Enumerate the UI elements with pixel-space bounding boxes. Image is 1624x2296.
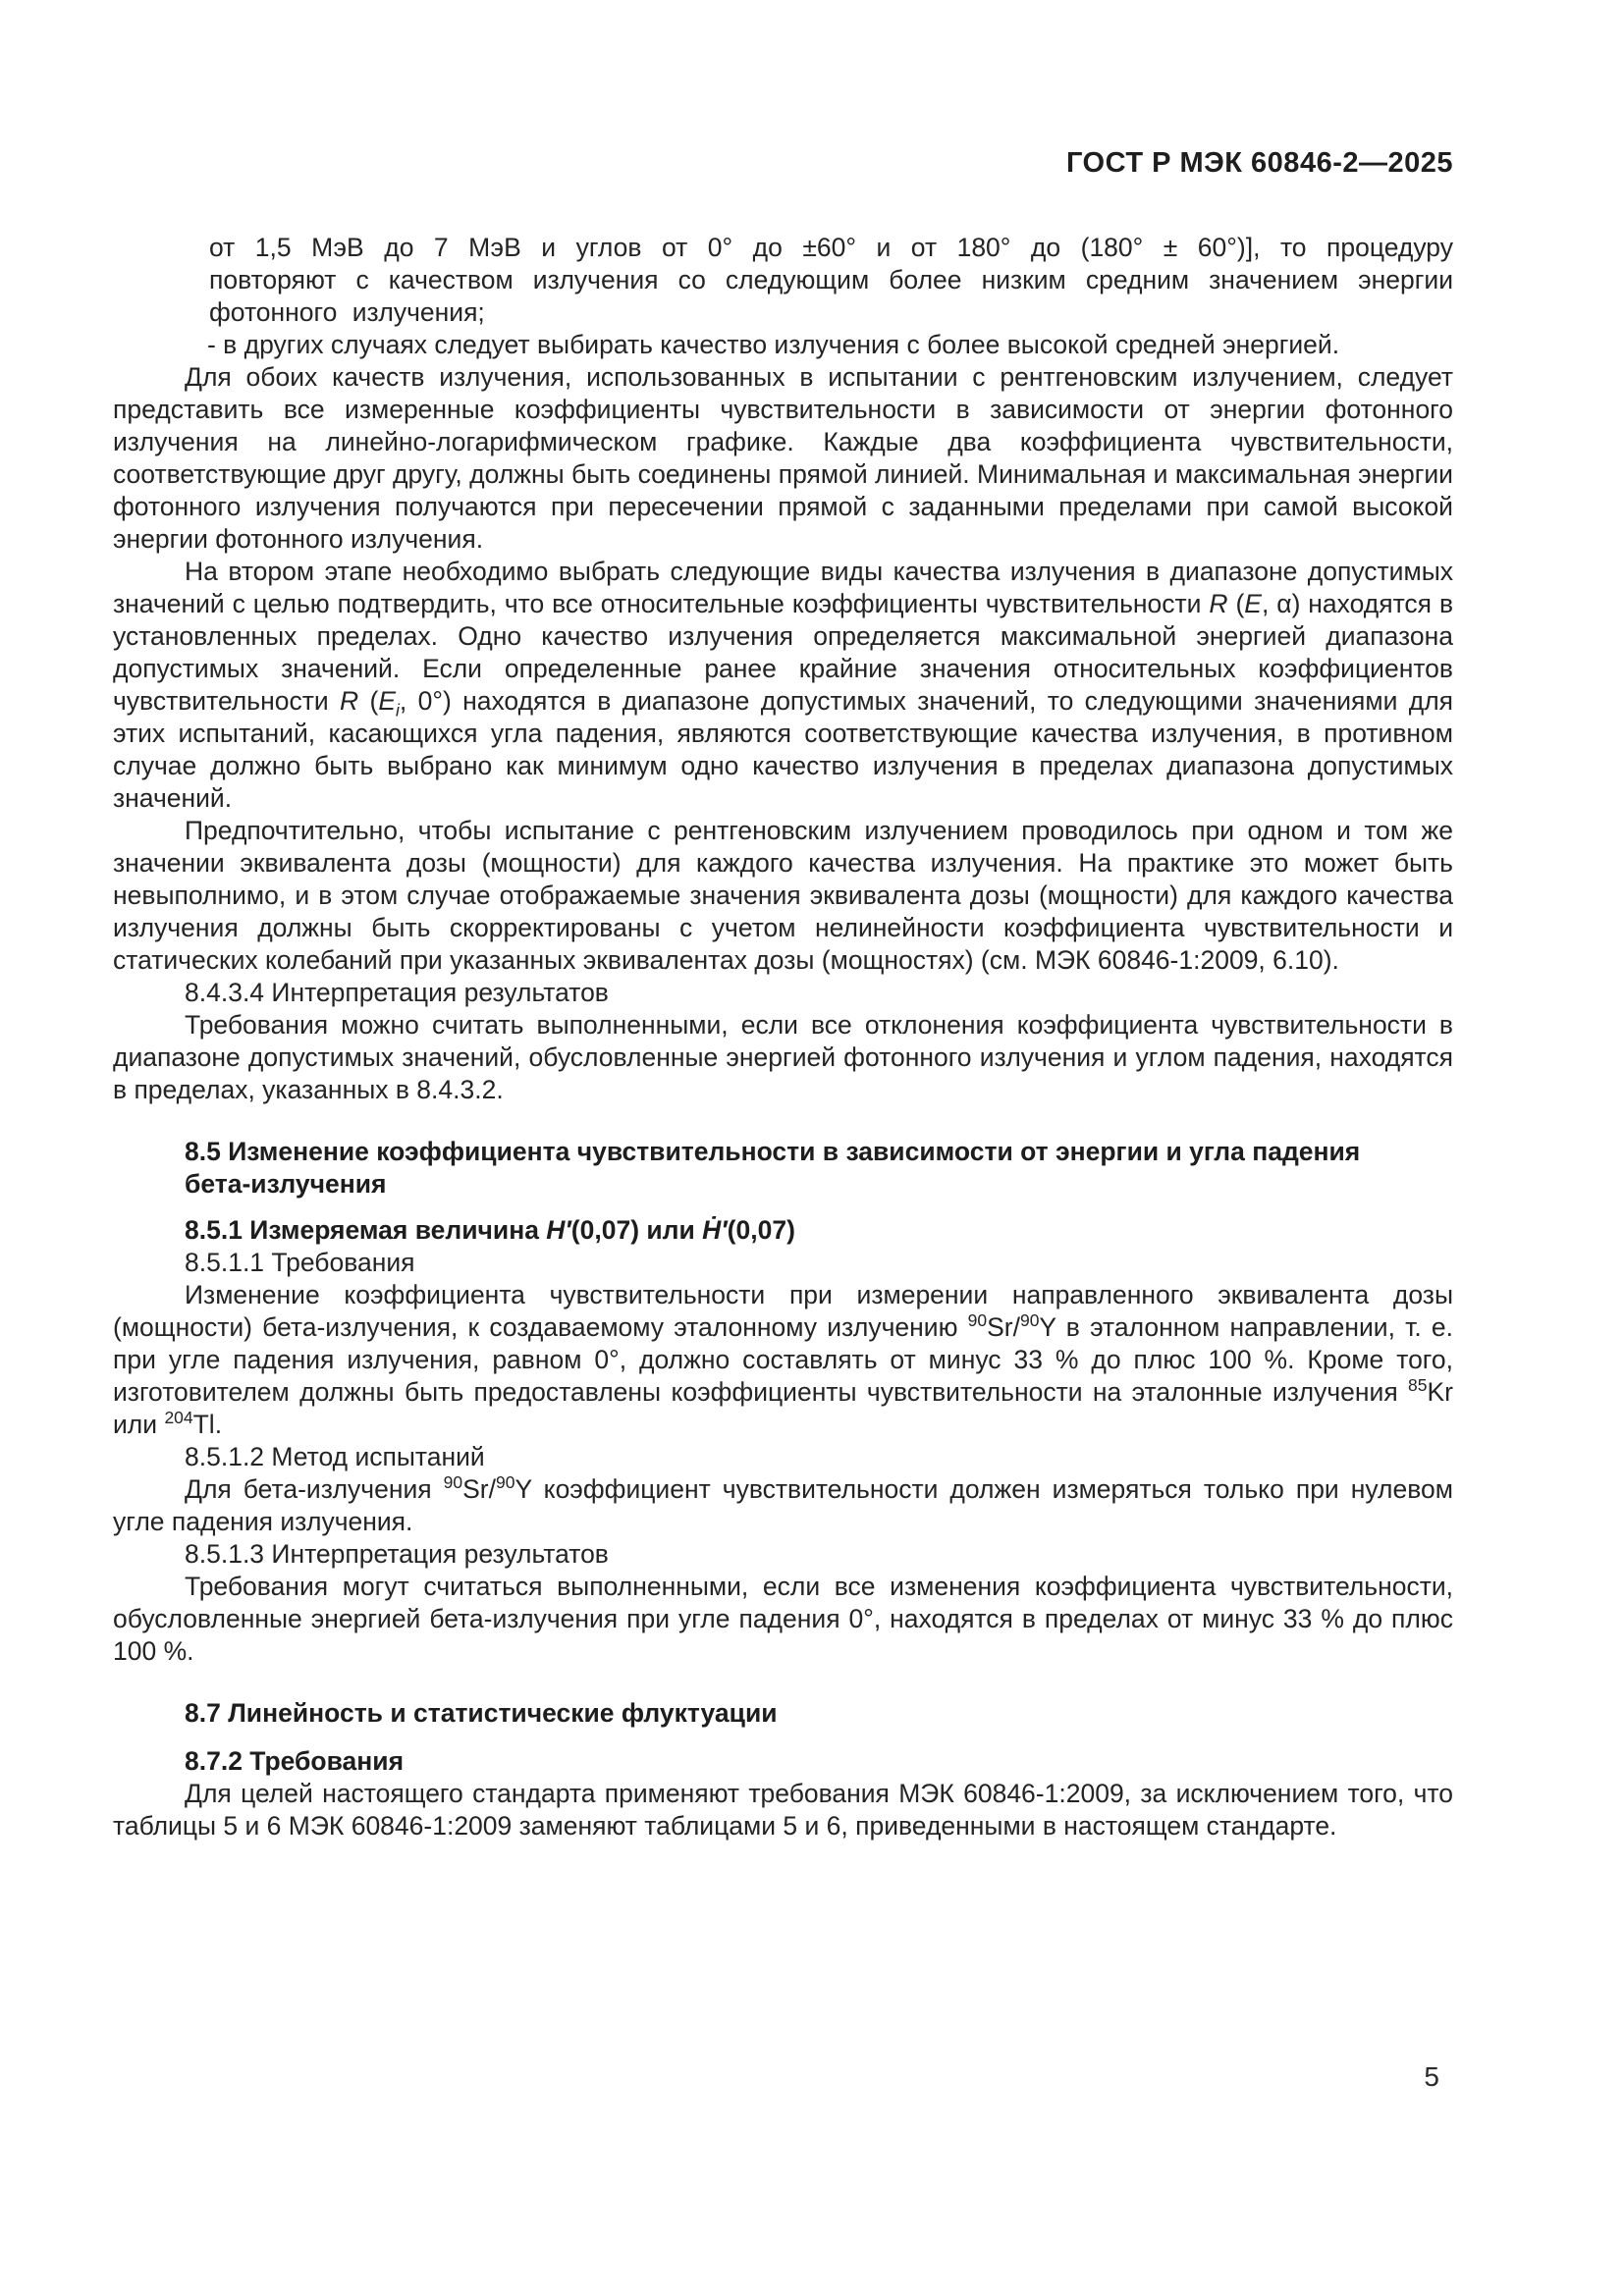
paragraph: 8.5.1.2 Метод испытаний: [185, 1442, 485, 1471]
section-heading: 8.5.1 Измеряемая величина H′(0,07) или Ḣ′(0,07): [185, 1215, 795, 1245]
paragraph: Требования могут считаться выполненными, если все изменения коэффициента чувствительности, обусловленные энергией бета-излучения при угле падения 0°, находятся в пределах от минус 33 % до плюс 100 %.: [113, 1572, 1453, 1666]
section-heading: 8.7 Линейность и статистические флуктуации: [185, 1698, 778, 1728]
paragraph: 8.5.1.1 Требования: [185, 1248, 415, 1277]
paragraph: Для целей настоящего стандарта применяют требования МЭК 60846-1:2009, за исключением того, что таблицы 5 и 6 МЭК 60846-1:2009 заменяют таблицами 5 и 6, приведенными в настоящем стандарте.: [113, 1779, 1453, 1841]
paragraph: Требования можно считать выполненными, если все отклонения коэффициента чувствительности в диапазоне допустимых значений, обусловленные энергией фотонного излучения и углом падения, находятся в пределах, указанных в 8.4.3.2.: [113, 1010, 1453, 1104]
page-number: 5: [1424, 2061, 1439, 2092]
paragraph: 8.4.3.4 Интерпретация результатов: [185, 978, 609, 1007]
paragraph: На втором этапе необходимо выбрать следующие виды качества излучения в диапазоне допустимых значений с целью подтвердить, что все относительные коэффициенты чувствительности R (E, α) находятся в установленных пределах. Одно качество излучения определяется максимальной энергией диапазона допустимых значений. Если определенные ранее крайние значения относительных коэффициентов чувствительности R ($E_i$, 0°) находятся в диапазоне допустимых значений, то следующими значениями для этих испытаний, касающихся угла падения, являются соответствующие качества излучения, в противном случае должно быть выбрано как минимум одно качество излучения в пределах диапазона допустимых значений.: [113, 557, 1454, 813]
paragraph: - в других случаях следует выбирать качество излучения с более высокой средней энергией.: [207, 330, 1340, 359]
paragraph: Для бета-излучения $^{90}$Sr/$^{90}$Y коэффициент чувствительности должен измеряться только при нулевом угле падения излучения.: [113, 1472, 1453, 1536]
paragraph: от 1,5 МэВ до 7 МэВ и углов от 0° до ±60° и от 180° до (180° ± 60°)], то процедуру повторяют с качеством излучения со следующим более низким средним значением энергии фотонного излучения;: [209, 233, 1453, 327]
section-heading: 8.7.2 Требования: [185, 1746, 405, 1776]
paragraph: Предпочтительно, чтобы испытание с рентгеновским излучением проводилось при одном и том же значении эквивалента дозы (мощности) для каждого качества излучения. На практике это может быть невыполнимо, и в этом случае отображаемые значения эквивалента дозы (мощности) для каждого качества излучения должны быть скорректированы с учетом нелинейности коэффициента чувствительности и статических колебаний при указанных эквивалентах дозы (мощностях) (см. МЭК 60846-1:2009, 6.10).: [113, 816, 1453, 975]
section-heading: 8.5 Изменение коэффициента чувствительности в зависимости от энергии и угла падения бета-излучения: [185, 1137, 1361, 1199]
paragraph: Изменение коэффициента чувствительности при измерении направленного эквивалента дозы (мощности) бета-излучения, к создаваемому эталонному излучению $^{90}$Sr/$^{90}$Y в эталонном направлении, т. е. при угле падения излучения, равном 0°, должно составлять от минус 33 % до плюс 100 %. Кроме того, изготовителем должны быть предоставлены коэффициенты чувствительности на эталонные излучения $^{85}$Kr или $^{204}$Tl.: [113, 1280, 1453, 1439]
document-header: ГОСТ Р МЭК 60846-2—2025: [1066, 147, 1453, 179]
paragraph: 8.5.1.3 Интерпретация результатов: [185, 1539, 609, 1569]
document-content: [113, 232, 1453, 1842]
paragraph: Для обоих качеств излучения, использованных в испытании с рентгеновским излучением, следует представить все измеренные коэффициенты чувствительности в зависимости от энергии фотонного излучения на линейно-логарифмическом графике. Каждые два коэффициента чувствительности, соответствующие друг другу, должны быть соединены прямой линией. Минимальная и максимальная энергии фотонного излучения получаются при пересечении прямой с заданными пределами при самой высокой энергии фотонного излучения.: [113, 362, 1453, 554]
